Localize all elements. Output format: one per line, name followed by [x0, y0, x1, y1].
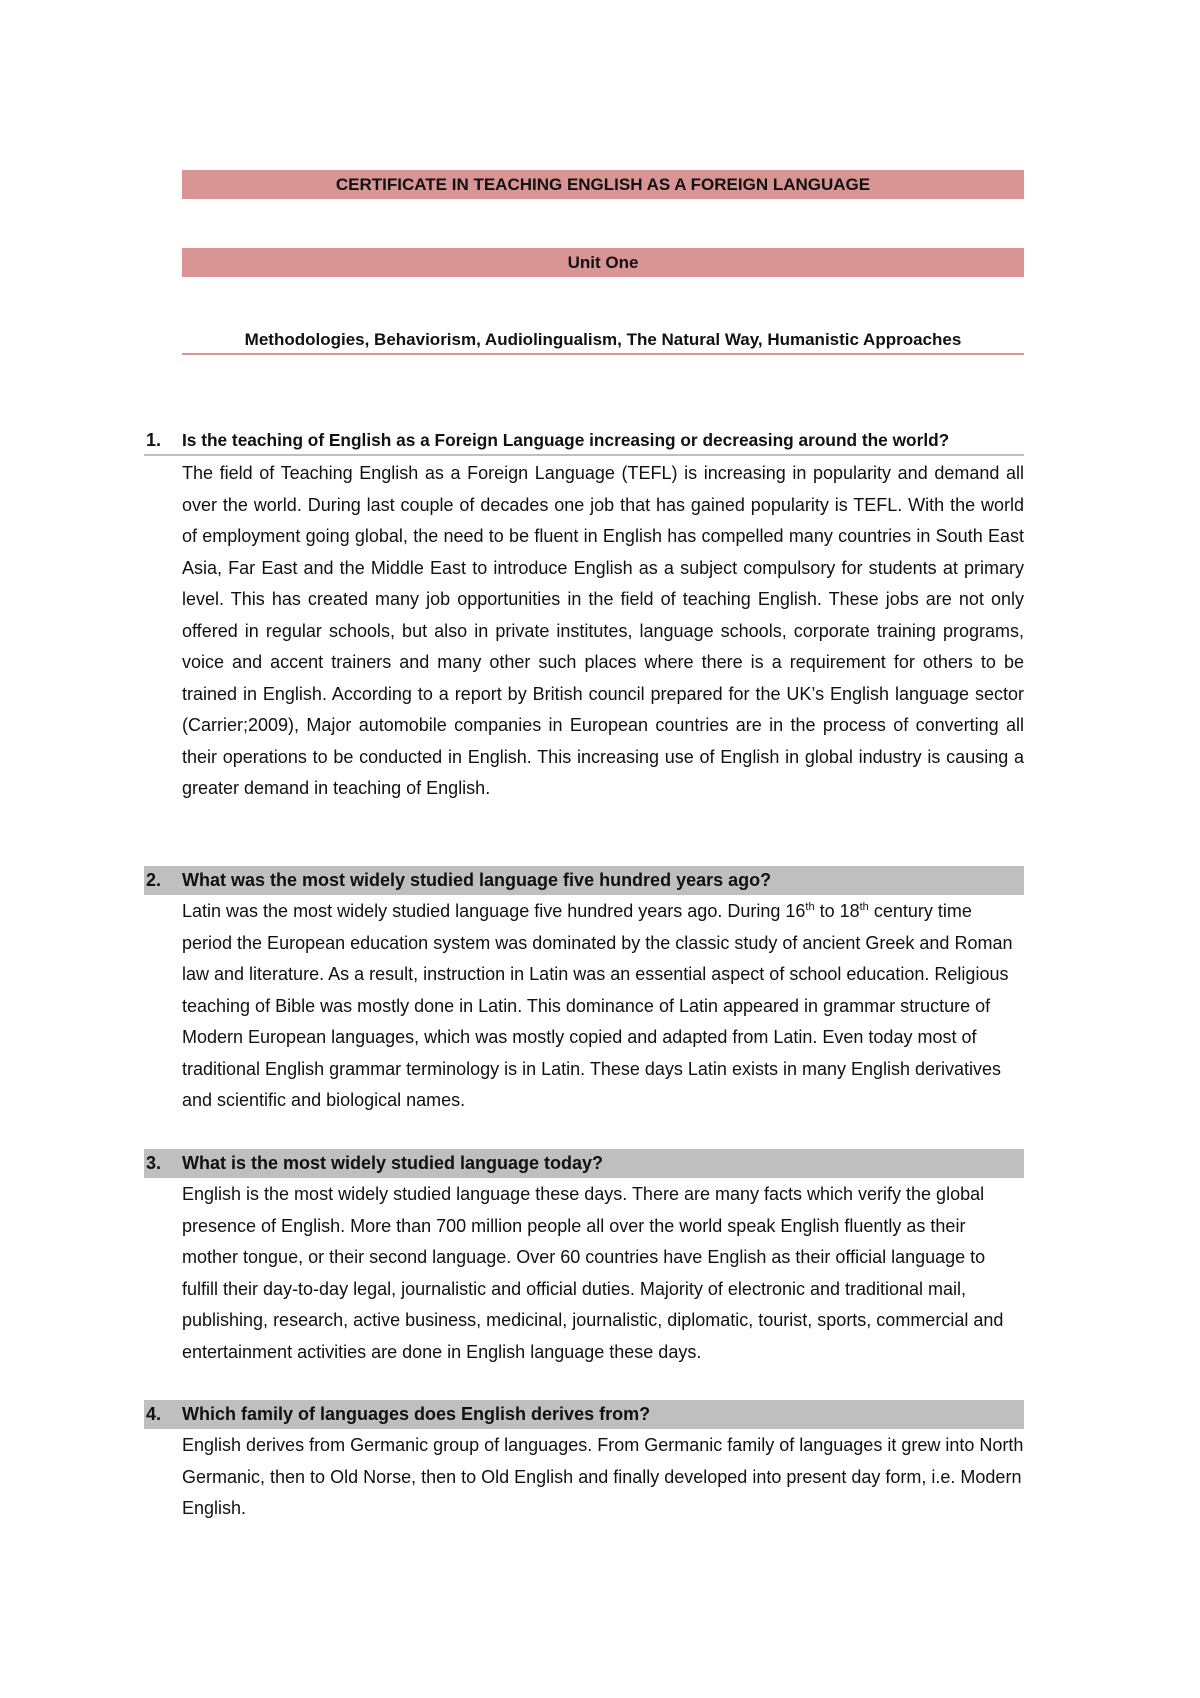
- question-heading: [144, 866, 1024, 895]
- question-number: 4.: [146, 1404, 162, 1424]
- unit-title: Unit One: [182, 248, 1024, 277]
- question-text: Is the teaching of English as a Foreign Language increasing or decreasing around the world?: [182, 430, 950, 450]
- ordinal-suffix: th: [805, 901, 815, 913]
- question-text: Which family of languages does English derives from?: [182, 1404, 651, 1424]
- question-1: [144, 427, 1024, 805]
- question-heading: [144, 1149, 1024, 1178]
- ordinal-suffix: th: [859, 901, 869, 913]
- question-heading: [144, 427, 1024, 456]
- answer-part: century time period the European education system was dominated by the classic study of ancient Greek and Roman law and literature. As a result, instruction in Latin was an essential aspect of school education. Religious teaching of Bible was mostly done in Latin. This dominance of Latin appeared in grammar structure of Modern European languages, which was mostly copied and adapted from Latin. Even today most of traditional English grammar terminology is in Latin. These days Latin exists in many English derivatives and scientific and biological names.: [182, 901, 1013, 1110]
- answer-text: English derives from Germanic group of languages. From Germanic family of languages it grew into North Germanic, then to Old Norse, then to Old English and finally developed into present day form, i.e. Modern English.: [182, 1435, 1024, 1518]
- answer-part: to 18: [814, 901, 860, 921]
- question-number: 1.: [146, 430, 162, 450]
- answer-text: English is the most widely studied language these days. There are many facts which verify the global presence of English. More than 700 million people all over the world speak English fluently as their mother tongue, or their second language. Over 60 countries have English as their official language to fulfill their day-to-day legal, journalistic and official duties. Majority of electronic and traditional mail, publishing, research, active business, medicinal, journalistic, diplomatic, tourist, sports, commercial and entertainment activities are done in English language these days.: [182, 1184, 1004, 1362]
- question-4: [144, 1400, 1024, 1525]
- question-text: What is the most widely studied language today?: [182, 1153, 604, 1173]
- unit-topics: Methodologies, Behaviorism, Audiolingualism, The Natural Way, Humanistic Approaches: [182, 326, 1024, 355]
- question-3: [144, 1149, 1024, 1368]
- certificate-title: CERTIFICATE IN TEACHING ENGLISH AS A FOREIGN LANGUAGE: [182, 170, 1024, 199]
- question-2: [144, 866, 1024, 1117]
- question-heading: [144, 1400, 1024, 1429]
- question-text: What was the most widely studied language five hundred years ago?: [182, 870, 772, 890]
- answer-text: [182, 896, 1024, 1117]
- answer-text: The field of Teaching English as a Foreign Language (TEFL) is increasing in popularity and demand all over the world. During last couple of decades one job that has gained popularity is TEFL. With the world of employment going global, the need to be fluent in English has compelled many countries in South East Asia, Far East and the Middle East to introduce English as a subject compulsory for students at primary level. This has created many job opportunities in the field of teaching English. These jobs are not only offered in regular schools, but also in private institutes, language schools, corporate training programs, voice and accent trainers and many other such places where there is a requirement for others to be trained in English. According to a report by British council prepared for the UK’s English language sector (Carrier;2009), Major automobile companies in European countries are in the process of converting all their operations to be conducted in English. This increasing use of English in global industry is causing a greater demand in teaching of English.: [182, 463, 1024, 798]
- question-number: 2.: [146, 870, 162, 890]
- question-number: 3.: [146, 1153, 162, 1173]
- answer-part: Latin was the most widely studied language five hundred years ago. During 16: [182, 901, 806, 921]
